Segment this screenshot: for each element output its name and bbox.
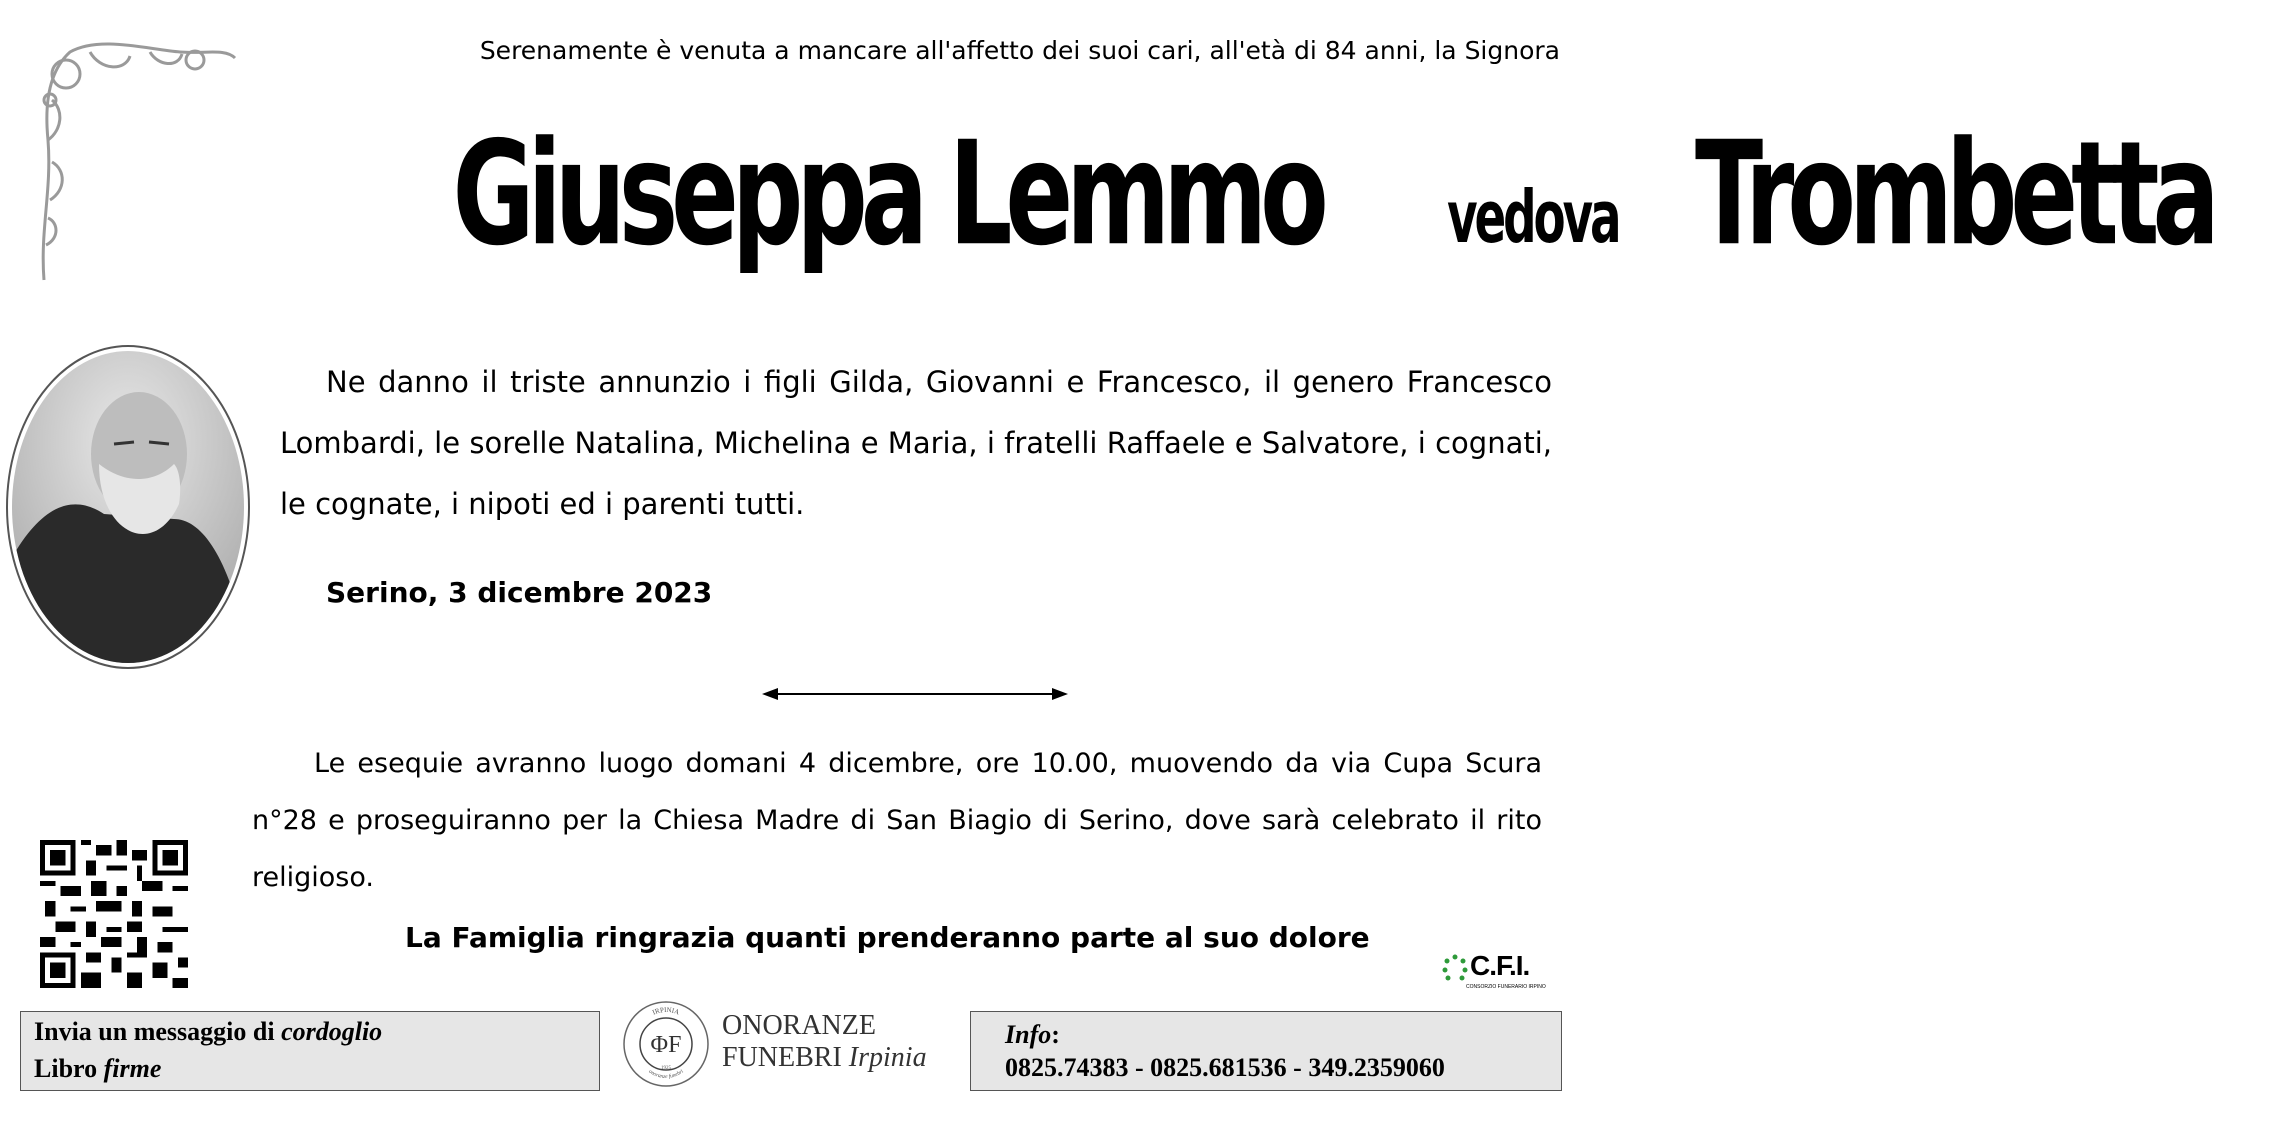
guestbook-link[interactable]: Libro firme	[34, 1054, 162, 1083]
svg-text:ΦF: ΦF	[650, 1032, 682, 1058]
intro-text: Serenamente è venuta a mancare all'affetto dei suoi cari, all'età di 84 anni, la Signora	[479, 36, 1560, 65]
info-label: Info:	[1005, 1020, 1060, 1049]
name-last: Trombetta	[1695, 111, 2213, 278]
announcement-text: Ne danno il triste annunzio i figli Gilda, Giovanni e Francesco, il genero Francesco Lombardi, le sorelle Natalina, Michelina e Maria, i fratelli Raffaele e Salvatore, i cognati, le cognate, i nipoti ed i parenti tutti.	[280, 365, 1552, 521]
svg-text:1925: 1925	[661, 1066, 671, 1071]
cfi-subtext: CONSORZIO FUNERARIO IRPINO	[1466, 984, 1546, 990]
thanks-text: La Famiglia ringrazia quanti prenderanno parte al suo dolore	[405, 921, 1370, 954]
svg-text:IRPINIA: IRPINIA	[651, 1005, 681, 1017]
deceased-name	[330, 111, 2213, 278]
dateline: Serino, 3 dicembre 2023	[326, 576, 713, 609]
svg-text:onoranze funebri: onoranze funebri	[647, 1068, 685, 1081]
corner-ornament-icon	[30, 30, 240, 290]
name-first: Giuseppa Lemmo	[452, 111, 1322, 278]
company-name: ONORANZE FUNEBRI Irpinia	[722, 1010, 927, 1073]
cfi-text: C.F.I.	[1470, 950, 1530, 981]
condolence-link[interactable]: Invia un messaggio di cordoglio	[34, 1017, 383, 1046]
qr-code-icon[interactable]	[40, 840, 188, 988]
portrait-image	[4, 344, 252, 670]
name-middle: vedova	[1447, 176, 1619, 260]
double-arrow-icon	[760, 682, 1070, 706]
condolence-box[interactable]	[20, 1011, 600, 1091]
funeral-text: Le esequie avranno luogo domani 4 dicembre, ore 10.00, muovendo da via Cupa Scura n°28 e proseguiranno per la Chiesa Madre di San Biagio di Serino, dove sarà celebrato il rito religioso.	[252, 748, 1542, 893]
company-seal-icon	[616, 992, 716, 1092]
cfi-logo-icon	[1440, 950, 1546, 998]
info-box	[970, 1011, 1562, 1091]
phone-numbers[interactable]: 0825.74383 - 0825.681536 - 349.2359060	[1005, 1053, 1445, 1082]
